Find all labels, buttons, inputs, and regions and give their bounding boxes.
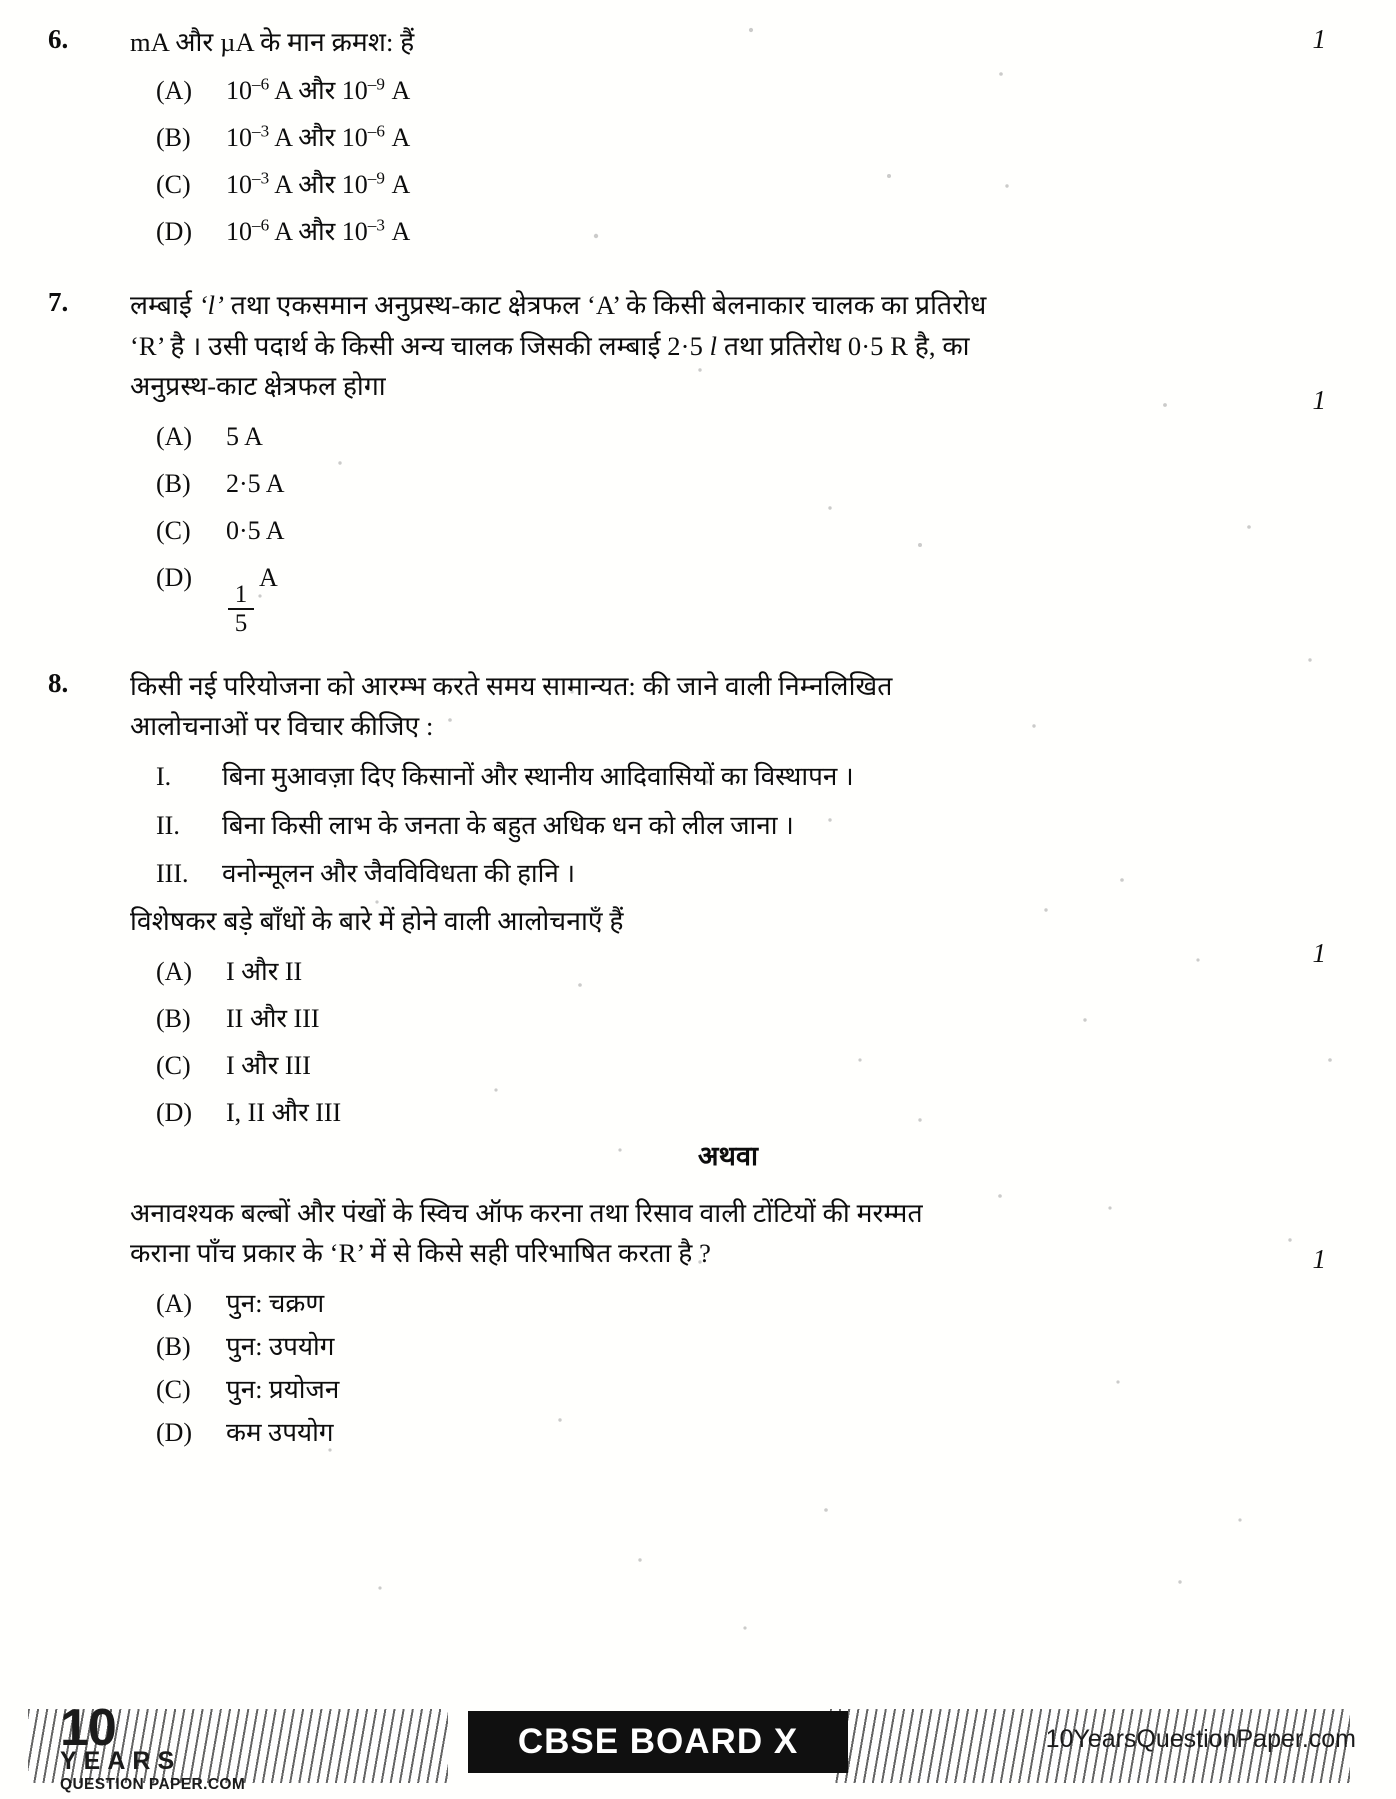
option-text: 0·5 A <box>226 515 285 545</box>
question-8-options <box>130 955 1326 1129</box>
sub-item <box>130 760 1326 794</box>
logo-years-label: YEARS <box>60 1746 182 1775</box>
option-label: (B) <box>156 1004 191 1034</box>
option-label: (C) <box>156 1051 191 1081</box>
option-label: (A) <box>156 1289 193 1319</box>
option-row[interactable] <box>130 561 1326 636</box>
question-6-number: 6. <box>48 24 69 54</box>
sub-item-label: I. <box>156 762 172 792</box>
option-row[interactable] <box>130 1287 1326 1321</box>
option-text: 2·5 A <box>226 469 285 499</box>
question-7-options <box>130 420 1326 636</box>
question-7-stem-line-2: ‘R’ है । उसी पदार्थ के किसी अन्य चालक जिसकी लम्बाई 2·5 l तथा प्रतिरोध 0·5 R है, का <box>130 330 970 361</box>
option-text: पुन: उपयोग <box>226 1332 335 1362</box>
logo-sub-label: QUESTION PAPER.COM <box>60 1775 246 1793</box>
option-row[interactable] <box>130 215 1326 249</box>
sub-item-text: बिना मुआवज़ा दिए किसानों और स्थानीय आदिवासियों का विस्थापन । <box>222 762 854 792</box>
question-7-marks: 1 <box>1312 385 1326 416</box>
sub-item-label: II. <box>156 810 180 840</box>
option-label: (D) <box>156 216 193 246</box>
option-row[interactable] <box>130 74 1326 108</box>
ten-years-logo <box>60 1699 290 1794</box>
option-text: कम उपयोग <box>226 1417 334 1447</box>
option-label: (B) <box>156 469 191 499</box>
fraction <box>228 582 254 636</box>
option-label: (D) <box>156 1417 193 1447</box>
option-text: I और II <box>226 957 303 987</box>
question-7-stem-line-1: लम्बाई ‘l’ तथा एकसमान अनुप्रस्थ-काट क्षेत्रफल ‘A’ के किसी बेलनाकार चालक का प्रतिरोध <box>130 290 987 321</box>
sub-item-text: वनोन्मूलन और जैवविविधता की हानि । <box>222 858 576 888</box>
option-label: (A) <box>156 957 193 987</box>
question-8-alt-stem-line-1: अनावश्यक बल्बों और पंखों के स्विच ऑफ करना तथा रिसाव वाली टोंटियों की मरम्मत <box>130 1197 923 1228</box>
option-text-fraction <box>226 561 1326 636</box>
question-7 <box>42 285 1326 639</box>
question-8-alt-stem-line-2: कराना पाँच प्रकार के ‘R’ में से किसे सही परिभाषित करता है ? <box>130 1237 711 1268</box>
sub-item-text: बिना किसी लाभ के जनता के बहुत अधिक धन को लील जाना । <box>222 810 794 840</box>
question-8-marks: 1 <box>1312 937 1326 968</box>
board-brand-bar: CBSE BOARD X <box>468 1711 848 1773</box>
question-6 <box>42 22 1326 261</box>
question-8-sub-items <box>130 760 1326 891</box>
option-label: (D) <box>156 562 193 592</box>
option-label: (B) <box>156 123 191 153</box>
option-label: (C) <box>156 515 191 545</box>
option-row[interactable] <box>130 1330 1326 1364</box>
sub-item <box>130 857 1326 891</box>
option-row[interactable] <box>130 1373 1326 1407</box>
sub-item-label: III. <box>156 858 189 888</box>
footer-watermark <box>0 1691 1396 1799</box>
question-8-alt-marks: 1 <box>1312 1243 1326 1274</box>
option-label: (C) <box>156 169 191 199</box>
question-6-stem-line-1: mA और µA के मान क्रमश: हैं <box>130 27 415 57</box>
option-label: (C) <box>156 1374 191 1404</box>
option-row[interactable] <box>130 514 1326 548</box>
option-row[interactable] <box>130 1416 1326 1450</box>
option-row[interactable] <box>130 1002 1326 1036</box>
option-row[interactable] <box>130 955 1326 989</box>
question-6-options <box>130 74 1326 248</box>
question-7-stem-line-3: अनुप्रस्थ-काट क्षेत्रफल होगा <box>130 370 386 401</box>
question-8-stem-line-2: आलोचनाओं पर विचार कीजिए : <box>130 711 434 742</box>
option-row[interactable] <box>130 1096 1326 1130</box>
option-label: (B) <box>156 1332 191 1362</box>
question-7-number: 7. <box>48 287 69 318</box>
option-row[interactable] <box>130 467 1326 501</box>
option-text: $10^{-6}$ A और $10^{-9}$ A <box>226 74 411 106</box>
question-8-number: 8. <box>48 667 69 698</box>
logo-number: 10 <box>60 1699 116 1757</box>
option-text: 5 A <box>226 422 263 452</box>
option-label: (D) <box>156 1097 193 1127</box>
option-text: I और III <box>226 1051 311 1081</box>
question-8-alt-options <box>130 1287 1326 1449</box>
question-8-stem-line-1: किसी नई परियोजना को आरम्भ करते समय सामान्यत: की जाने वाली निम्नलिखित <box>130 670 893 701</box>
option-text: II और III <box>226 1004 320 1034</box>
site-url-label: 10YearsQuestionPaper.com <box>1045 1725 1356 1753</box>
option-text: पुन: चक्रण <box>226 1289 325 1319</box>
option-label: (A) <box>156 422 193 452</box>
option-row[interactable] <box>130 1049 1326 1083</box>
option-text: $10^{-3}$ A और $10^{-6}$ A <box>226 121 411 153</box>
option-text: $10^{-3}$ A और $10^{-9}$ A <box>226 168 411 199</box>
question-8-closing-line: विशेषकर बड़े बाँधों के बारे में होने वाली आलोचनाएँ हैं <box>130 906 624 937</box>
sub-item <box>130 809 1326 843</box>
option-row[interactable] <box>130 121 1326 155</box>
option-row[interactable] <box>130 420 1326 454</box>
question-6-marks: 1 <box>1312 24 1326 54</box>
fraction-unit: A <box>259 562 278 592</box>
fraction-denominator: 5 <box>234 609 248 637</box>
option-text: I, II और III <box>226 1097 342 1127</box>
option-text: पुन: प्रयोजन <box>226 1374 340 1404</box>
question-8 <box>42 666 1326 1459</box>
or-divider: अथवा <box>697 1140 759 1171</box>
option-row[interactable] <box>130 168 1326 202</box>
fraction-numerator: 1 <box>234 580 248 608</box>
option-label: (A) <box>156 76 193 106</box>
option-text: $10^{-6}$ A और $10^{-3}$ A <box>226 215 411 246</box>
